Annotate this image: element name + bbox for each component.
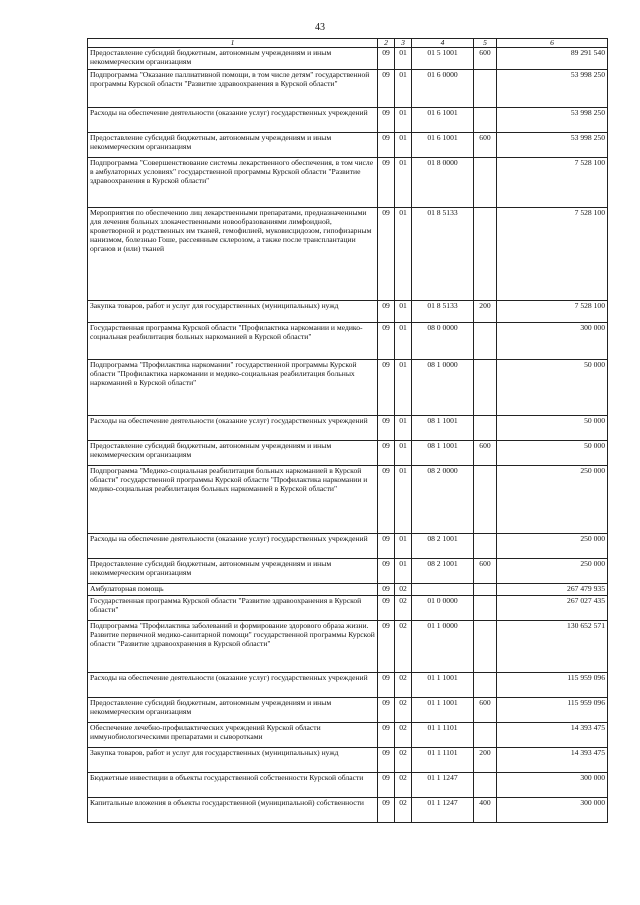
row-subsection: 01	[395, 158, 412, 208]
row-name: Государственная программа Курской области "Развитие здравоохранения в Курской области"	[88, 596, 378, 621]
row-subsection: 01	[395, 133, 412, 158]
row-expense-type: 600	[474, 441, 497, 466]
row-name: Обеспечение лечебно-профилактических учреждений Курской области иммунобиологическими препаратами и сыворотками	[88, 723, 378, 748]
row-subsection: 01	[395, 301, 412, 323]
row-subsection: 02	[395, 773, 412, 798]
row-subsection: 01	[395, 441, 412, 466]
page-number: 43	[315, 22, 325, 33]
table-row	[88, 534, 608, 559]
row-amount: 300 000	[497, 323, 608, 360]
row-subsection: 01	[395, 323, 412, 360]
table-row	[88, 360, 608, 416]
col-header-pr: 3	[395, 39, 412, 48]
row-amount: 7 528 100	[497, 158, 608, 208]
row-target-item: 08 1 1001	[412, 441, 474, 466]
row-section: 09	[378, 323, 395, 360]
row-expense-type	[474, 416, 497, 441]
row-target-item	[412, 584, 474, 596]
row-target-item: 01 1 1247	[412, 798, 474, 823]
table-row	[88, 584, 608, 596]
row-section: 09	[378, 673, 395, 698]
row-expense-type	[474, 70, 497, 108]
row-expense-type	[474, 773, 497, 798]
row-amount: 115 959 096	[497, 673, 608, 698]
row-section: 09	[378, 416, 395, 441]
table-row	[88, 108, 608, 133]
row-subsection: 01	[395, 108, 412, 133]
row-expense-type	[474, 596, 497, 621]
row-subsection: 01	[395, 534, 412, 559]
row-subsection: 02	[395, 698, 412, 723]
row-expense-type: 200	[474, 748, 497, 773]
table-row	[88, 48, 608, 70]
row-target-item: 01 6 1001	[412, 133, 474, 158]
table-row	[88, 673, 608, 698]
row-subsection: 01	[395, 559, 412, 584]
row-target-item: 08 2 1001	[412, 534, 474, 559]
row-amount: 14 393 475	[497, 723, 608, 748]
budget-table	[87, 38, 608, 823]
row-target-item: 01 5 1001	[412, 48, 474, 70]
row-subsection: 01	[395, 466, 412, 534]
row-section: 09	[378, 158, 395, 208]
col-header-rz: 2	[378, 39, 395, 48]
row-target-item: 01 1 1101	[412, 748, 474, 773]
row-name: Предоставление субсидий бюджетным, автономным учреждениям и иным некоммерческим организациям	[88, 441, 378, 466]
row-amount: 267 027 435	[497, 596, 608, 621]
row-target-item: 01 1 0000	[412, 621, 474, 673]
row-name: Капитальные вложения в объекты государственной (муниципальной) собственности	[88, 798, 378, 823]
row-name: Расходы на обеспечение деятельности (оказание услуг) государственных учреждений	[88, 416, 378, 441]
row-amount: 50 000	[497, 441, 608, 466]
table-row	[88, 323, 608, 360]
row-name: Мероприятия по обеспечению лиц лекарственными препаратами, предназначенными для лечения больных злокачественными новообразованиями лимфоидной, кроветворной и родственных им тканей, гемофилией, муковисцидозом, гипофизарным нанизмом, болезнью Гоше, рассеянным склерозом, а также после трансплантации органов и (или) тканей	[88, 208, 378, 301]
row-expense-type: 600	[474, 559, 497, 584]
row-expense-type: 200	[474, 301, 497, 323]
row-name: Предоставление субсидий бюджетным, автономным учреждениям и иным некоммерческим организациям	[88, 698, 378, 723]
row-section: 09	[378, 559, 395, 584]
row-amount: 130 652 571	[497, 621, 608, 673]
row-subsection: 01	[395, 208, 412, 301]
row-subsection: 02	[395, 673, 412, 698]
row-subsection: 02	[395, 621, 412, 673]
row-expense-type: 400	[474, 798, 497, 823]
row-amount: 53 998 250	[497, 70, 608, 108]
table-row	[88, 133, 608, 158]
table-row	[88, 466, 608, 534]
row-section: 09	[378, 584, 395, 596]
table-row	[88, 559, 608, 584]
row-section: 09	[378, 534, 395, 559]
table-row	[88, 416, 608, 441]
table-row	[88, 723, 608, 748]
row-subsection: 02	[395, 584, 412, 596]
row-section: 09	[378, 108, 395, 133]
row-subsection: 01	[395, 48, 412, 70]
table-row	[88, 748, 608, 773]
row-subsection: 02	[395, 723, 412, 748]
row-section: 09	[378, 798, 395, 823]
row-amount: 250 000	[497, 466, 608, 534]
col-header-amount: 6	[497, 39, 608, 48]
table-row	[88, 621, 608, 673]
row-target-item: 01 8 0000	[412, 158, 474, 208]
row-amount: 50 000	[497, 416, 608, 441]
row-name: Подпрограмма "Совершенствование системы лекарственного обеспечения, в том числе в амбулаторных условиях" государственной программы Курской области "Развитие здравоохранения в Курской области"	[88, 158, 378, 208]
col-header-name: 1	[88, 39, 378, 48]
row-expense-type: 600	[474, 133, 497, 158]
row-name: Закупка товаров, работ и услуг для государственных (муниципальных) нужд	[88, 748, 378, 773]
row-subsection: 01	[395, 360, 412, 416]
row-subsection: 02	[395, 798, 412, 823]
row-expense-type	[474, 534, 497, 559]
row-expense-type: 600	[474, 48, 497, 70]
row-expense-type	[474, 584, 497, 596]
row-target-item: 01 6 1001	[412, 108, 474, 133]
table-header-row	[88, 39, 608, 48]
row-section: 09	[378, 748, 395, 773]
row-section: 09	[378, 301, 395, 323]
row-section: 09	[378, 596, 395, 621]
row-amount: 53 998 250	[497, 133, 608, 158]
row-section: 09	[378, 698, 395, 723]
table-row	[88, 798, 608, 823]
table-row	[88, 70, 608, 108]
row-section: 09	[378, 723, 395, 748]
row-name: Амбулаторная помощь	[88, 584, 378, 596]
row-name: Государственная программа Курской области "Профилактика наркомании и медико-социальная реабилитация больных наркоманией в Курской области"	[88, 323, 378, 360]
row-amount: 250 000	[497, 534, 608, 559]
row-target-item: 08 1 0000	[412, 360, 474, 416]
row-name: Бюджетные инвестиции в объекты государственной собственности Курской области	[88, 773, 378, 798]
row-subsection: 02	[395, 748, 412, 773]
table-row	[88, 596, 608, 621]
row-section: 09	[378, 70, 395, 108]
row-amount: 50 000	[497, 360, 608, 416]
row-name: Подпрограмма "Оказание паллиативной помощи, в том числе детям" государственной программы Курской области "Развитие здравоохранения в Курской области"	[88, 70, 378, 108]
row-target-item: 08 2 0000	[412, 466, 474, 534]
row-subsection: 01	[395, 70, 412, 108]
row-target-item: 08 2 1001	[412, 559, 474, 584]
row-expense-type	[474, 466, 497, 534]
row-section: 09	[378, 133, 395, 158]
row-name: Предоставление субсидий бюджетным, автономным учреждениям и иным некоммерческим организациям	[88, 133, 378, 158]
row-name: Расходы на обеспечение деятельности (оказание услуг) государственных учреждений	[88, 108, 378, 133]
row-name: Расходы на обеспечение деятельности (оказание услуг) государственных учреждений	[88, 534, 378, 559]
row-amount: 250 000	[497, 559, 608, 584]
row-expense-type	[474, 323, 497, 360]
row-section: 09	[378, 466, 395, 534]
row-section: 09	[378, 621, 395, 673]
row-section: 09	[378, 360, 395, 416]
row-name: Подпрограмма "Профилактика наркомании" государственной программы Курской области "Профилактика наркомании и медико-социальная реабилитация больных наркоманией в Курской области"	[88, 360, 378, 416]
row-section: 09	[378, 208, 395, 301]
row-subsection: 01	[395, 416, 412, 441]
row-target-item: 01 6 0000	[412, 70, 474, 108]
table-row	[88, 698, 608, 723]
row-section: 09	[378, 773, 395, 798]
row-target-item: 01 1 1001	[412, 698, 474, 723]
row-expense-type	[474, 360, 497, 416]
row-target-item: 01 1 1001	[412, 673, 474, 698]
row-target-item: 01 0 0000	[412, 596, 474, 621]
row-amount: 14 393 475	[497, 748, 608, 773]
row-target-item: 01 8 5133	[412, 301, 474, 323]
row-subsection: 02	[395, 596, 412, 621]
row-name: Закупка товаров, работ и услуг для государственных (муниципальных) нужд	[88, 301, 378, 323]
row-section: 09	[378, 48, 395, 70]
row-expense-type	[474, 208, 497, 301]
row-expense-type	[474, 108, 497, 133]
row-amount: 115 959 096	[497, 698, 608, 723]
row-expense-type: 600	[474, 698, 497, 723]
table-row	[88, 441, 608, 466]
row-target-item: 08 1 1001	[412, 416, 474, 441]
row-expense-type	[474, 158, 497, 208]
row-amount: 53 998 250	[497, 108, 608, 133]
table-row	[88, 301, 608, 323]
row-amount: 7 528 100	[497, 208, 608, 301]
row-target-item: 01 1 1101	[412, 723, 474, 748]
row-name: Расходы на обеспечение деятельности (оказание услуг) государственных учреждений	[88, 673, 378, 698]
row-name: Подпрограмма "Медико-социальная реабилитация больных наркоманией в Курской области" государственной программы Курской области "Профилактика наркомании и медико-социальная реабилитация больных наркоманией в Курской области"	[88, 466, 378, 534]
row-target-item: 01 1 1247	[412, 773, 474, 798]
row-amount: 7 528 100	[497, 301, 608, 323]
row-section: 09	[378, 441, 395, 466]
row-expense-type	[474, 621, 497, 673]
row-amount: 267 479 935	[497, 584, 608, 596]
table-row	[88, 208, 608, 301]
row-target-item: 08 0 0000	[412, 323, 474, 360]
row-amount: 300 000	[497, 773, 608, 798]
row-name: Предоставление субсидий бюджетным, автономным учреждениям и иным некоммерческим организациям	[88, 48, 378, 70]
col-header-cs: 4	[412, 39, 474, 48]
table-row	[88, 158, 608, 208]
col-header-vr: 5	[474, 39, 497, 48]
table-row	[88, 773, 608, 798]
row-expense-type	[474, 723, 497, 748]
row-target-item: 01 8 5133	[412, 208, 474, 301]
row-name: Подпрограмма "Профилактика заболеваний и формирование здорового образа жизни. Развитие первичной медико-санитарной помощи" государственной программы Курской области "Развитие здравоохранения в Курской области"	[88, 621, 378, 673]
row-amount: 89 291 540	[497, 48, 608, 70]
row-name: Предоставление субсидий бюджетным, автономным учреждениям и иным некоммерческим организациям	[88, 559, 378, 584]
row-expense-type	[474, 673, 497, 698]
row-amount: 300 000	[497, 798, 608, 823]
